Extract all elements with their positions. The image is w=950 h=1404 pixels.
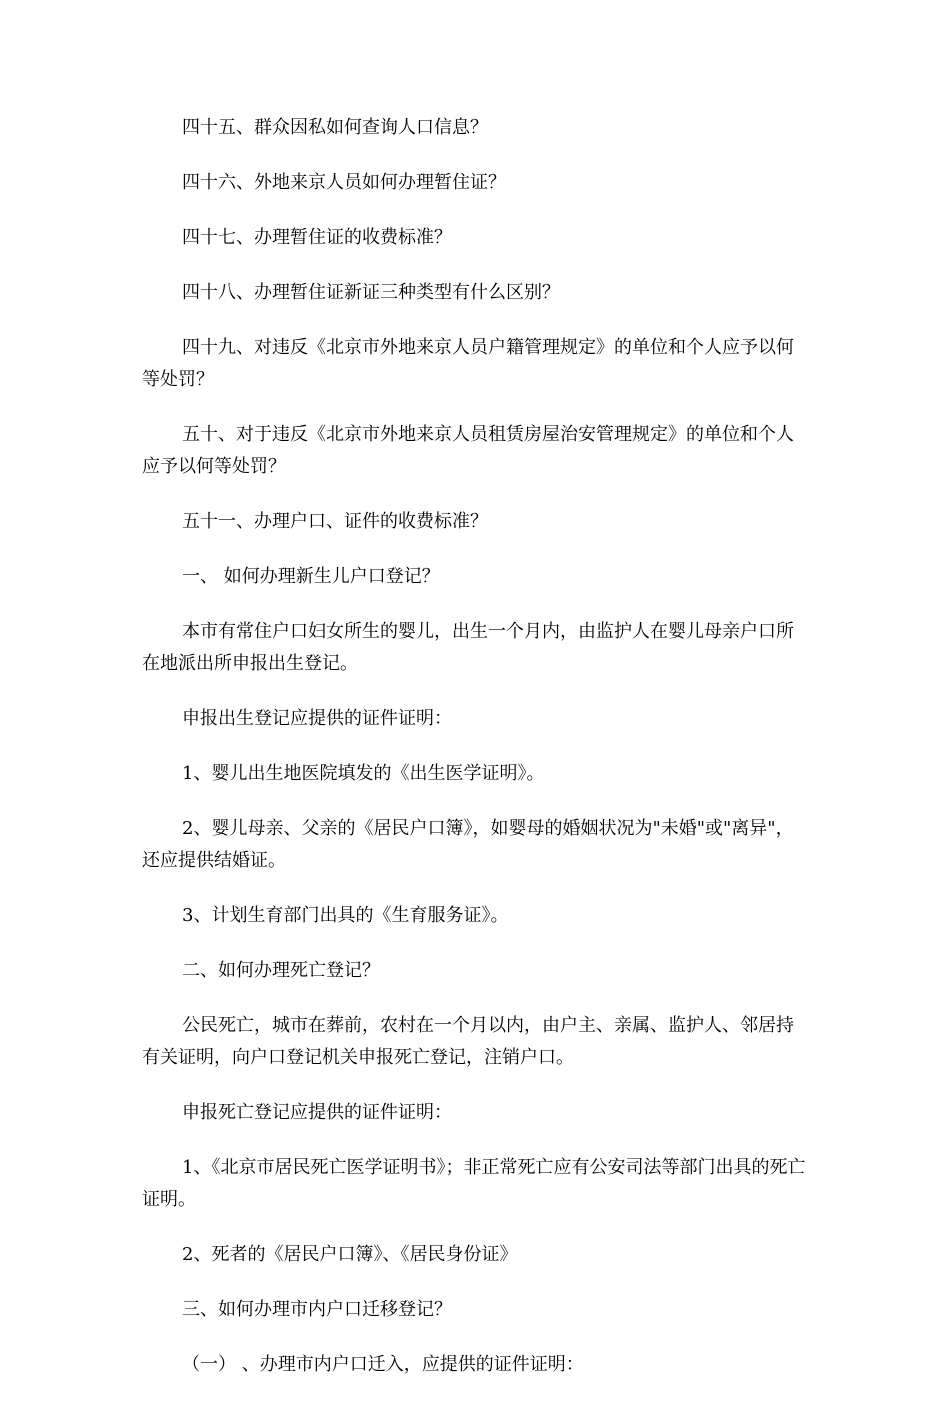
- document-body: [142, 112, 810, 1404]
- body-paragraph: 公民死亡，城市在葬前，农村在一个月以内，由户主、亲属、监护人、邻居持有关证明，向户口登记机关申报死亡登记，注销户口。: [142, 1015, 794, 1068]
- subsection-heading: （一） 、办理市内户口迁入，应提供的证件证明：: [182, 1354, 584, 1375]
- section-heading-2: 二、如何办理死亡登记？: [182, 960, 380, 981]
- question-45: 四十五、群众因私如何查询人口信息？: [182, 117, 488, 138]
- section-heading-1: 一、 如何办理新生儿户口登记？: [182, 566, 440, 587]
- section-heading-3: 三、如何办理市内户口迁移登记？: [182, 1299, 452, 1320]
- question-46: 四十六、外地来京人员如何办理暂住证？: [182, 172, 506, 193]
- question-51: 五十一、办理户口、证件的收费标准？: [182, 511, 488, 532]
- list-item: 1、婴儿出生地医院填发的《出生医学证明》。: [182, 763, 545, 784]
- list-item: 2、死者的《居民户口簿》、《居民身份证》: [182, 1244, 518, 1265]
- body-paragraph: 本市有常住户口妇女所生的婴儿，出生一个月内，由监护人在婴儿母亲户口所在地派出所申报出生登记。: [142, 621, 794, 674]
- list-item: 1、《北京市居民死亡医学证明书》；非正常死亡应有公安司法等部门出具的死亡证明。: [142, 1157, 806, 1210]
- question-50: 五十、对于违反《北京市外地来京人员租赁房屋治安管理规定》的单位和个人应予以何等处罚？: [142, 424, 794, 477]
- list-item: 3、计划生育部门出具的《生育服务证》。: [182, 905, 509, 926]
- body-paragraph: 申报死亡登记应提供的证件证明：: [182, 1102, 452, 1123]
- list-item: 2、婴儿母亲、父亲的《居民户口簿》，如婴母的婚姻状况为"未婚"或"离异"，还应提供结婚证。: [142, 818, 794, 871]
- question-47: 四十七、办理暂住证的收费标准？: [182, 227, 452, 248]
- body-paragraph: 申报出生登记应提供的证件证明：: [182, 708, 452, 729]
- question-48: 四十八、办理暂住证新证三种类型有什么区别？: [182, 282, 560, 303]
- question-49: 四十九、对违反《北京市外地来京人员户籍管理规定》的单位和个人应予以何等处罚？: [142, 337, 794, 390]
